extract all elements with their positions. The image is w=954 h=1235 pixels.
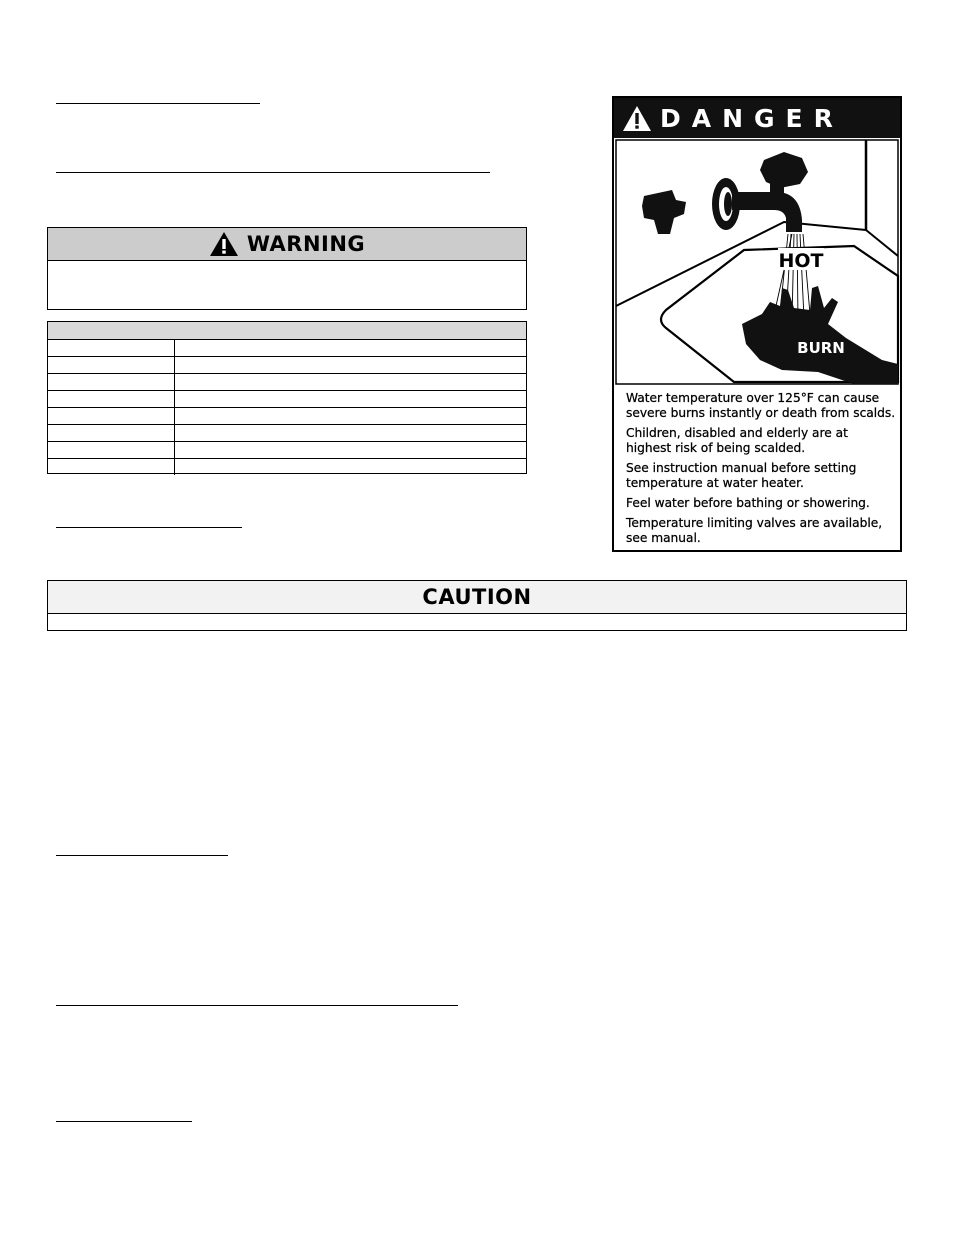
table-row: [48, 340, 526, 357]
heading-underline-3: [56, 527, 242, 528]
danger-message: See instruction manual before setting temperature at water heater.: [626, 461, 857, 490]
table-row: [48, 425, 526, 442]
warning-triangle-icon: [209, 231, 239, 257]
danger-message: Feel water before bathing or showering.: [626, 496, 870, 510]
danger-message: Children, disabled and elderly are at highest risk of being scalded.: [626, 426, 848, 455]
table-row: [48, 442, 526, 459]
heading-underline-6: [56, 1121, 192, 1122]
heading-underline-1: [56, 103, 260, 104]
caution-title: CAUTION: [422, 585, 532, 609]
danger-messages: [626, 391, 896, 551]
caution-header: [48, 581, 906, 614]
warning-header: [48, 228, 526, 261]
hot-label: HOT: [778, 250, 824, 272]
table-row: [48, 357, 526, 374]
heading-underline-2: [56, 172, 490, 173]
burn-label: BURN: [797, 339, 845, 357]
heading-underline-4: [56, 855, 228, 856]
table-row: [48, 391, 526, 408]
scald-illustration: [614, 138, 900, 386]
warning-box: [47, 227, 527, 310]
table-header: [48, 322, 526, 340]
danger-message: Water temperature over 125°F can cause severe burns instantly or death from scalds.: [626, 391, 896, 420]
danger-triangle-icon: [622, 105, 652, 132]
table-row: [48, 459, 526, 475]
warning-title: WARNING: [246, 232, 366, 256]
table-row: [48, 374, 526, 391]
danger-title: DANGER: [660, 103, 844, 133]
temperature-table: [47, 321, 527, 474]
heading-underline-5: [56, 1005, 458, 1006]
danger-message: Temperature limiting valves are available, see manual.: [626, 516, 883, 545]
danger-label: [612, 96, 902, 552]
danger-header: [614, 98, 900, 138]
table-row: [48, 408, 526, 425]
caution-box: [47, 580, 907, 631]
